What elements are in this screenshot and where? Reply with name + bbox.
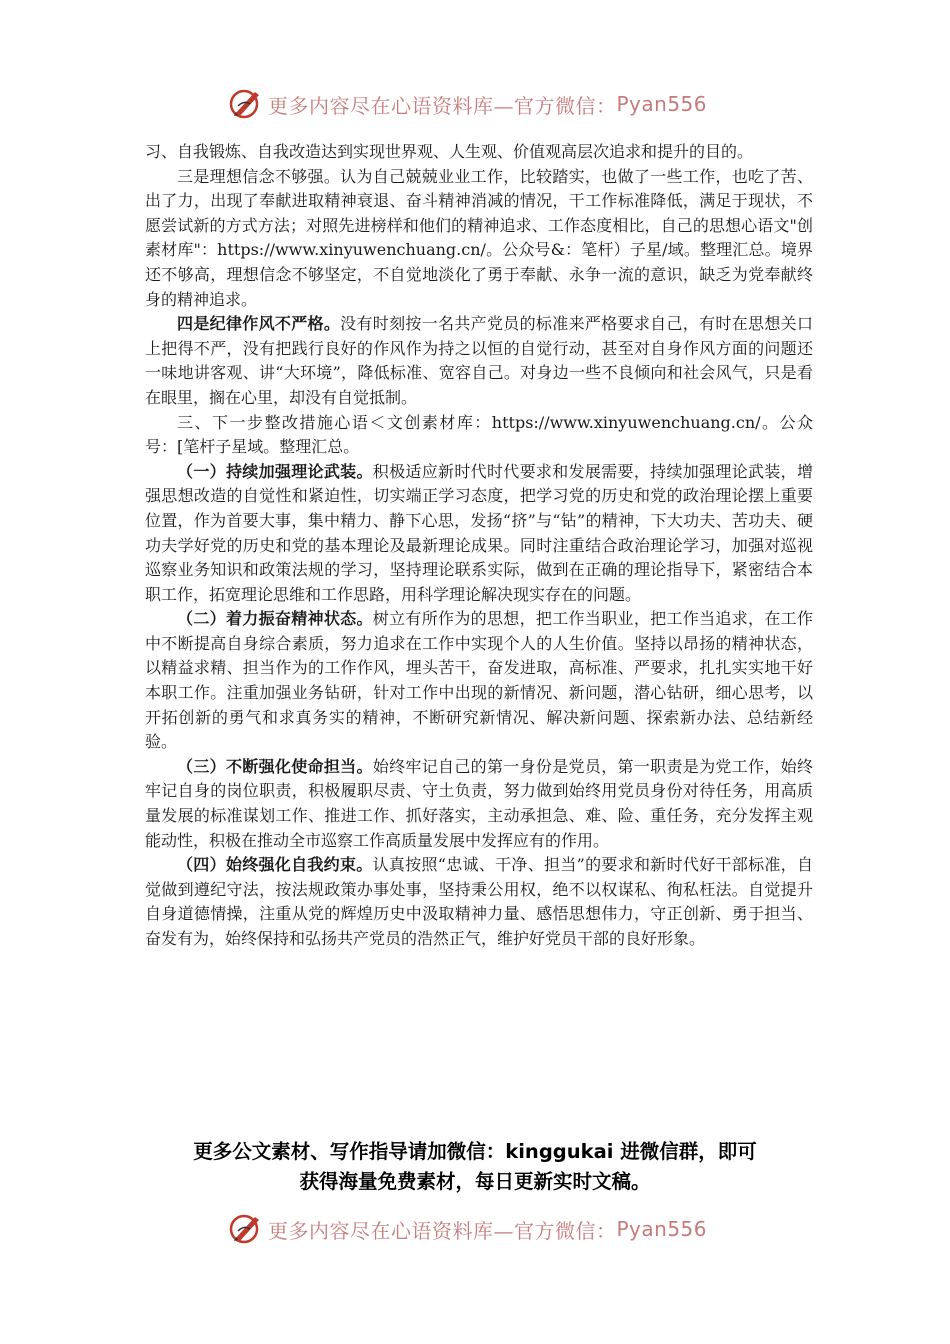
- paragraph-measure-2: （二）着力振奋精神状态。树立有所作为的思想，把工作当职业，把工作当追求，在工作中不断提高自身综合素质，努力追求在工作中实现个人的人生价值。坚持以昂扬的精神状态，以精益求精、担当作为的工作作风，埋头苦干，奋发进取，高标准、严要求，扎扎实实地干好本职工作。注重加强业务钻研，针对工作中出现的新情况、新问题，潜心钻研，细心思考，以开拓创新的勇气和求真务实的精神，不断研究新情况、解决新问题、探索新办法、总结新经验。: [145, 609, 813, 752]
- watermark-wechat-id: Pyan556: [616, 92, 708, 116]
- watermark-banner-top: [228, 84, 707, 124]
- paragraph-lead: 四是纪律作风不严格。: [177, 314, 341, 334]
- paragraph-discipline: 四是纪律作风不严格。没有时刻按一名共产党员的标准来严格要求自己，有时在思想关口上把得不严，没有把践行良好的作风作为持之以恒的自觉行动，甚至对自身作风方面的问题还一味地讲客观、讲“大环境”，降低标准、宽容自己。对身边一些不良倾向和社会风气，只是看在眼里，搁在心里，却没有自觉抵制。: [145, 314, 813, 407]
- paragraph-ideal-belief: 三是理想信念不够强。认为自己兢兢业业工作，比较踏实，也做了一些工作，也吃了苦、出了力，出现了奉献进取精神衰退、奋斗精神消减的情况，干工作标准降低，满足于现状，不愿尝试新的方式方法；对照先进榜样和他们的精神追求、工作态度相比，自己的思想心语文"创素材库"：https://www.xinyuwenchuang.cn/。公众号&：笔杆）子星/域。整理汇总。境界还不够高，理想信念不够坚定，不自觉地淡化了勇于奉献、永争一流的意识，缺乏为党奉献终身的精神追求。: [145, 166, 813, 309]
- paragraph-measure-4: （四）始终强化自我约束。认真按照“忠诚、干净、担当”的要求和新时代好干部标准，自觉做到遵纪守法，按法规政策办事处事，坚持秉公用权，绝不以权谋私、徇私枉法。自觉提升自身道德情操，注重从党的辉煌历史中汲取精神力量、感悟思想伟力，守正创新、勇于担当、奋发有为，始终保持和弘扬共产党员的浩然正气，维护好党员干部的良好形象。: [145, 855, 813, 948]
- paragraph-continuation: 习、自我锻炼、自我改造达到实现世界观、人生观、价值观高层次追求和提升的目的。: [145, 142, 754, 161]
- paragraph-lead: （一）持续加强理论武装。: [177, 461, 373, 481]
- pen-logo-icon: [228, 86, 264, 122]
- watermark-wechat-id: Pyan556: [616, 1217, 708, 1241]
- promo-line-1: 更多公文素材、写作指导请加微信：kinggukai 进微信群，即可: [193, 1140, 757, 1163]
- watermark-text: 更多内容尽在心语资料库—官方微信：: [268, 93, 617, 118]
- watermark-text: 更多内容尽在心语资料库—官方微信：: [268, 1218, 617, 1243]
- paragraph-measure-1: （一）持续加强理论武装。积极适应新时代时代要求和发展需要，持续加强理论武装，增强思想改造的自觉性和紧迫性，切实端正学习态度，把学习党的历史和党的政治理论摆上重要位置，作为首要大事，集中精力、静下心思，发扬“挤”与“钻”的精神，下大功夫、苦功夫、硬功夫学好党的历史和党的基本理论及最新理论成果。同时注重结合政治理论学习，加强对巡视巡察业务知识和政策法规的学习，坚持理论联系实际，做到在正确的理论指导下，紧密结合本职工作，拓宽理论思维和工作思路，用科学理论解决现实存在的问题。: [145, 461, 813, 604]
- pen-logo-icon: [228, 1211, 264, 1247]
- paragraph-lead: （二）着力振奋精神状态。: [177, 609, 373, 629]
- promo-line-2: 获得海量免费素材，每日更新实时文稿。: [299, 1170, 651, 1193]
- article-body: [145, 140, 813, 952]
- watermark-banner-bottom: [228, 1209, 707, 1249]
- section-heading-next-steps: 三、下一步整改措施心语＜文创素材库：https://www.xinyuwenchuang.cn/。公众号：[笔杆子星域。整理汇总。: [145, 412, 813, 457]
- promo-footer: [100, 1137, 850, 1197]
- paragraph-lead: （四）始终强化自我约束。: [177, 855, 373, 875]
- paragraph-measure-3: （三）不断强化使命担当。始终牢记自己的第一身份是党员，第一职责是为党工作，始终牢记自身的岗位职责，积极履职尽责、守土负责，努力做到始终用党员身份对待任务，用高质量发展的标准谋划工作、推进工作、抓好落实，主动承担急、难、险、重任务，充分发挥主观能动性，积极在推动全市巡察工作高质量发展中发挥应有的作用。: [145, 756, 813, 850]
- paragraph-lead: （三）不断强化使命担当。: [177, 756, 373, 776]
